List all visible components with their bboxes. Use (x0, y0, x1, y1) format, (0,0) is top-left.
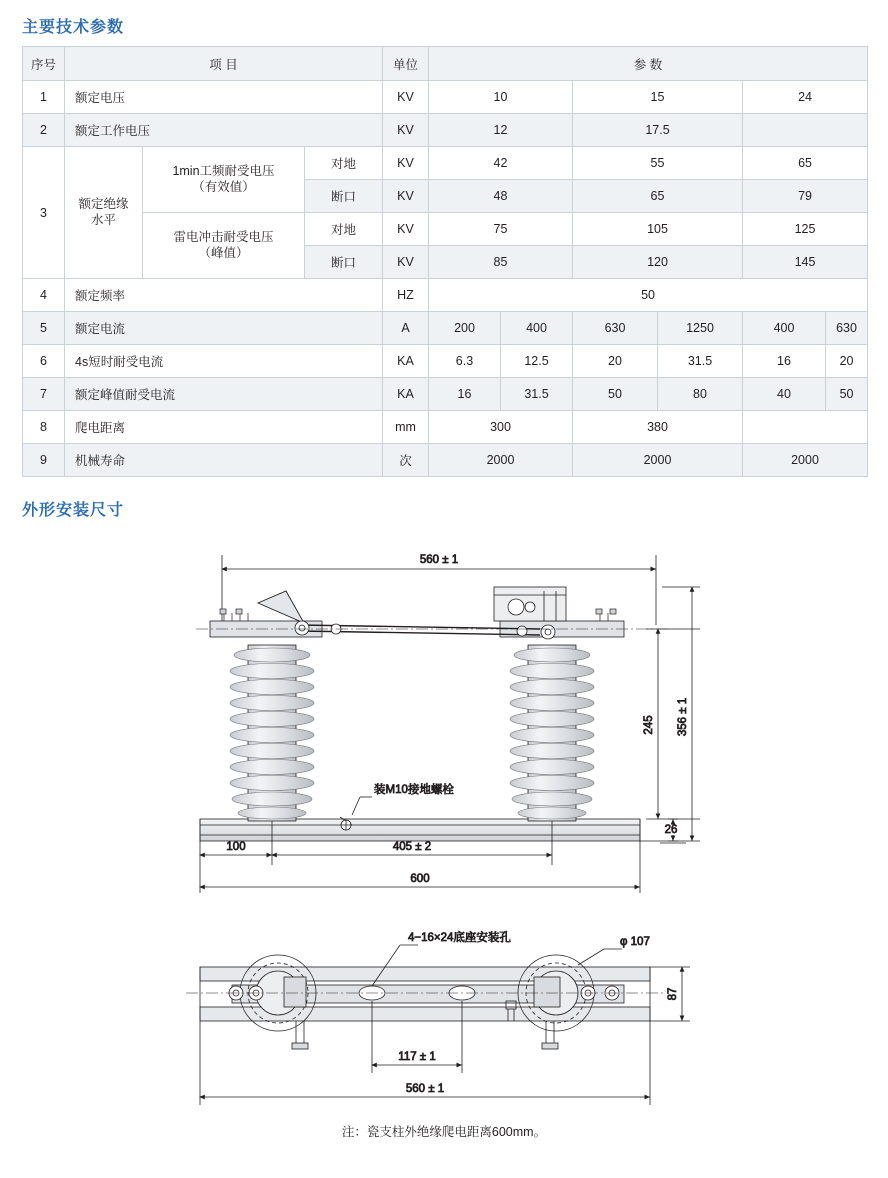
dim-top-inner: 117 ± 1 (398, 1051, 436, 1063)
row-unit: KV (383, 147, 429, 180)
row-value-1: 12 (429, 114, 573, 147)
header-unit: 单位 (383, 47, 429, 81)
page-title-dimensions: 外形安装尺寸 (22, 502, 125, 519)
dim-front-bottom-left: 100 (226, 841, 246, 853)
header-params: 参 数 (429, 47, 868, 81)
row-value-1: 200 (429, 312, 501, 345)
table-row (23, 444, 868, 477)
row-value-2: 12.5 (501, 345, 573, 378)
row-item: 额定峰值耐受电流 (65, 378, 383, 411)
table-row (23, 312, 868, 345)
row-value-1: 50 (429, 279, 868, 312)
row-value-1: 2000 (429, 444, 573, 477)
row-value-1: 85 (429, 246, 573, 279)
row-value-3: 79 (743, 180, 868, 213)
row-unit: KV (383, 180, 429, 213)
page-title-parameters: 主要技术参数 (22, 19, 125, 36)
row-value-1: 10 (429, 81, 573, 114)
row-subgroup-1 (143, 147, 305, 213)
row-value-3: 20 (573, 345, 658, 378)
row-value-2: 120 (573, 246, 743, 279)
dim-front-thickness: 26 (664, 824, 678, 836)
row-unit: KV (383, 81, 429, 114)
row-no: 3 (23, 147, 65, 279)
header-no: 序号 (23, 47, 65, 81)
row-value-4: 80 (658, 378, 743, 411)
spec-table-wrapper (22, 46, 867, 477)
row-unit: KA (383, 378, 429, 411)
row-value-2: 31.5 (501, 378, 573, 411)
drawing-note: 注：瓷支柱外绝缘爬电距离600mm。 (341, 1125, 547, 1139)
row-value-4: 31.5 (658, 345, 743, 378)
label-diameter: φ 107 (620, 936, 650, 948)
table-row (23, 81, 868, 114)
row-no: 1 (23, 81, 65, 114)
table-row (23, 378, 868, 411)
dim-front-bottom-mid: 405 ± 2 (392, 841, 432, 853)
row-subgroup-2 (143, 213, 305, 279)
subgroup-line2: （有效值） (192, 179, 255, 194)
row-value-1: 6.3 (429, 345, 501, 378)
row-unit: A (383, 312, 429, 345)
label-ground-bolt: 装M10接地螺栓 (374, 784, 454, 796)
dim-front-right-outer: 356 ± 1 (677, 697, 689, 737)
row-value-2: 17.5 (573, 114, 743, 147)
row-value-2: 105 (573, 213, 743, 246)
row-unit: KV (383, 246, 429, 279)
drawing-svg (0, 525, 888, 1145)
row-no: 4 (23, 279, 65, 312)
row-subitem: 对地 (305, 213, 383, 246)
row-unit: KV (383, 114, 429, 147)
row-value-6: 630 (826, 312, 868, 345)
row-value-1: 16 (429, 378, 501, 411)
row-value-2: 65 (573, 180, 743, 213)
row-item-line1: 额定绝缘 (78, 196, 129, 211)
row-unit: KV (383, 213, 429, 246)
label-mounting-holes: 4−16×24底座安装孔 (408, 932, 511, 944)
row-value-3 (743, 114, 868, 147)
row-subitem: 断口 (305, 180, 383, 213)
row-no: 9 (23, 444, 65, 477)
table-row (23, 114, 868, 147)
subgroup-line2: （峰值） (198, 245, 249, 260)
table-row (23, 345, 868, 378)
row-item: 4s短时耐受电流 (65, 345, 383, 378)
row-item: 爬电距离 (65, 411, 383, 444)
row-item-line2: 水平 (90, 212, 116, 227)
row-no: 5 (23, 312, 65, 345)
row-value-5: 16 (743, 345, 826, 378)
row-value-6: 20 (826, 345, 868, 378)
row-value-6: 50 (826, 378, 868, 411)
row-value-1: 300 (429, 411, 573, 444)
dim-front-right-inner: 245 (643, 715, 655, 735)
row-value-2: 15 (573, 81, 743, 114)
row-value-2: 400 (501, 312, 573, 345)
dim-front-bottom-total: 600 (410, 873, 430, 885)
row-value-3: 50 (573, 378, 658, 411)
row-no: 8 (23, 411, 65, 444)
row-value-1: 42 (429, 147, 573, 180)
row-item: 额定工作电压 (65, 114, 383, 147)
table-row (23, 411, 868, 444)
row-value-3 (743, 411, 868, 444)
row-value-3: 125 (743, 213, 868, 246)
table-row (23, 213, 868, 246)
row-subitem: 对地 (305, 147, 383, 180)
row-value-2: 2000 (573, 444, 743, 477)
dim-top-total: 560 ± 1 (405, 1083, 445, 1095)
header-item: 项 目 (65, 47, 383, 81)
table-row (23, 279, 868, 312)
row-value-4: 1250 (658, 312, 743, 345)
row-no: 7 (23, 378, 65, 411)
row-no: 6 (23, 345, 65, 378)
row-no: 2 (23, 114, 65, 147)
row-value-5: 40 (743, 378, 826, 411)
row-value-5: 400 (743, 312, 826, 345)
dim-top-height: 87 (667, 987, 679, 1001)
row-value-1: 75 (429, 213, 573, 246)
row-value-3: 2000 (743, 444, 868, 477)
row-item: 额定电压 (65, 81, 383, 114)
row-item: 额定电流 (65, 312, 383, 345)
table-header-row (23, 47, 868, 81)
row-value-2: 380 (573, 411, 743, 444)
row-unit: mm (383, 411, 429, 444)
row-value-2: 55 (573, 147, 743, 180)
row-unit: KA (383, 345, 429, 378)
spec-table (22, 46, 868, 477)
row-unit: 次 (383, 444, 429, 477)
dimension-drawing (0, 525, 888, 1145)
row-value-3: 65 (743, 147, 868, 180)
row-subitem: 断口 (305, 246, 383, 279)
subgroup-line1: 1min工频耐受电压 (172, 163, 275, 178)
row-unit: HZ (383, 279, 429, 312)
row-item: 机械寿命 (65, 444, 383, 477)
row-value-3: 24 (743, 81, 868, 114)
row-value-1: 48 (429, 180, 573, 213)
row-item (65, 147, 143, 279)
row-value-3: 145 (743, 246, 868, 279)
dim-front-top: 560 ± 1 (419, 554, 459, 566)
row-value-3: 630 (573, 312, 658, 345)
row-item: 额定频率 (65, 279, 383, 312)
subgroup-line1: 雷电冲击耐受电压 (173, 229, 274, 244)
table-row (23, 147, 868, 180)
